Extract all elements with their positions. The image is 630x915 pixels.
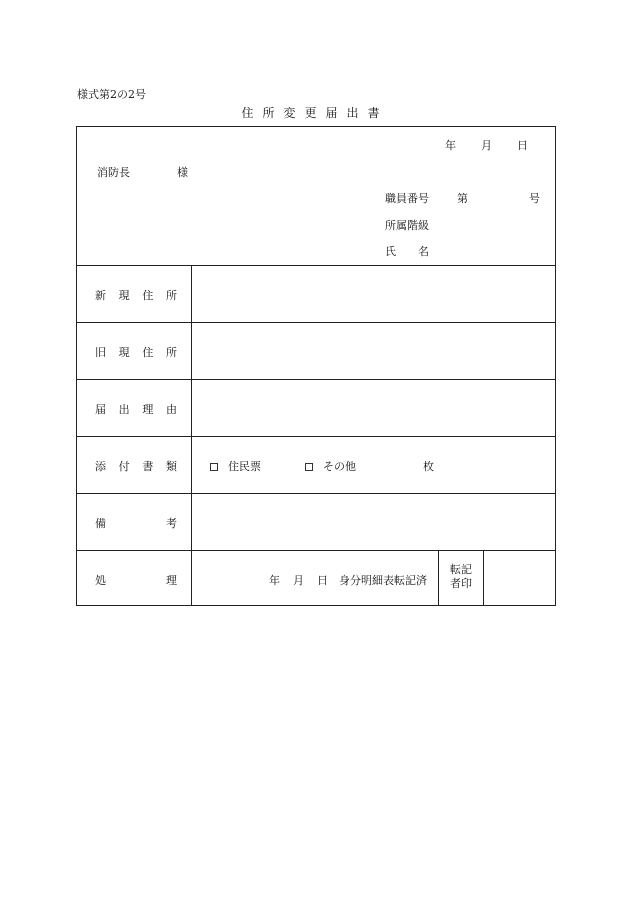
checkbox-icon[interactable] [305,463,313,471]
addressee: 消防長 [97,166,130,179]
attachment-option-resident-card[interactable]: 住民票 [210,458,261,474]
row-divider [77,265,555,266]
row-divider [77,322,555,323]
new-address-label: 新 現 住 所 [95,289,177,302]
recorder-seal-label: 転記 者印 [450,563,472,590]
form-number: 様式第2の2号 [77,88,146,101]
row-divider [77,379,555,380]
staff-number-prefix: 第 [457,192,468,205]
remarks-label: 備 考 [95,517,177,530]
date-month-label: 月 [481,139,492,152]
attachment-count-unit: 枚 [423,460,434,473]
date-day-label: 日 [517,139,528,152]
reason-label: 届 出 理 由 [95,403,177,416]
processing-label: 処 理 [95,574,177,587]
checkbox-icon[interactable] [210,463,218,471]
date-year-label: 年 [445,139,456,152]
rank-label: 所属階級 [385,219,429,232]
column-divider [191,265,192,606]
honorific: 様 [177,166,188,179]
form-table [76,126,556,606]
processing-day-label: 日 [317,574,328,587]
attachment-option-other[interactable]: その他 [305,458,356,474]
row-divider [77,436,555,437]
form-title: 住所変更届出書 [241,106,389,120]
old-address-label: 旧 現 住 所 [95,346,177,359]
name-label: 氏 名 [385,245,429,258]
staff-number-suffix: 号 [529,192,540,205]
ledger-transcribed-label: 身分明細表転記済 [339,574,427,587]
attachments-label: 添 付 書 類 [95,460,177,473]
recorder-seal-box[interactable] [484,551,556,606]
row-divider [77,493,555,494]
processing-month-label: 月 [293,574,304,587]
processing-year-label: 年 [269,574,280,587]
staff-number-label: 職員番号 [385,192,429,205]
